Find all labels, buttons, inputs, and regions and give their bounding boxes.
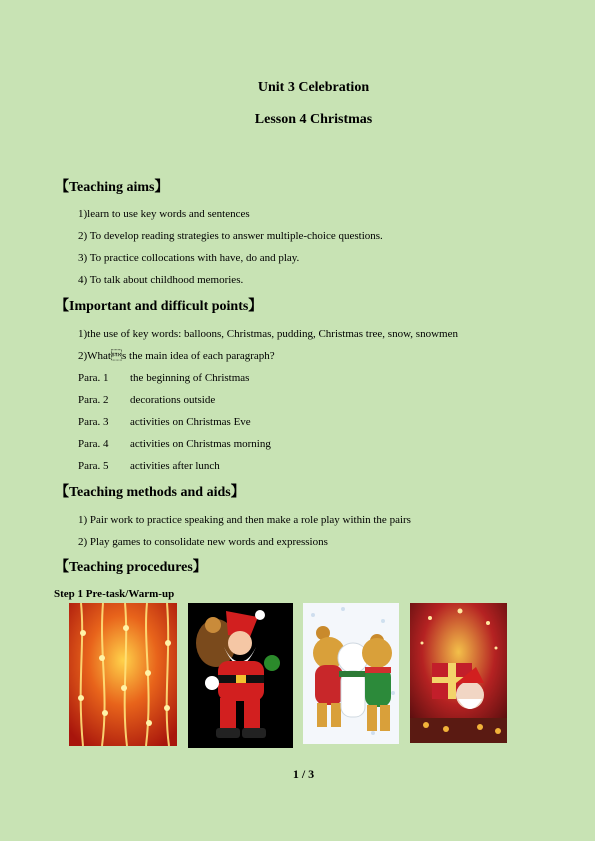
aim-item: 3) To practice collocations with have, do and play. bbox=[78, 252, 300, 264]
point-item: 2)Whats the main idea of each paragraph? bbox=[78, 350, 275, 362]
para-row bbox=[78, 438, 271, 450]
para-row bbox=[78, 394, 215, 406]
para-label: Para. 5 bbox=[78, 460, 109, 472]
aim-item: 2) To develop reading strategies to answer multiple-choice questions. bbox=[78, 230, 383, 242]
santa-gift-image bbox=[410, 603, 507, 743]
para-row bbox=[78, 416, 251, 428]
heading-teaching-procedures: 【Teaching procedures】 bbox=[55, 560, 207, 575]
aim-item: 4) To talk about childhood memories. bbox=[78, 274, 244, 286]
para-label: Para. 1 bbox=[78, 372, 109, 384]
step-heading: Step 1 Pre-task/Warm-up bbox=[54, 588, 175, 600]
document-title: Unit 3 Celebration bbox=[257, 80, 370, 95]
santa-claus-image bbox=[188, 603, 293, 748]
para-row bbox=[78, 460, 220, 472]
para-row bbox=[78, 372, 249, 384]
document-subtitle: Lesson 4 Christmas bbox=[254, 112, 373, 127]
teddy-bears-image bbox=[303, 603, 399, 744]
para-text: activities after lunch bbox=[130, 460, 220, 472]
para-label: Para. 4 bbox=[78, 438, 109, 450]
christmas-lights-image bbox=[69, 603, 177, 746]
page-number: 1 / 3 bbox=[292, 767, 315, 781]
para-text: activities on Christmas Eve bbox=[130, 416, 251, 428]
para-text: the beginning of Christmas bbox=[130, 372, 250, 384]
method-item: 2) Play games to consolidate new words and expressions bbox=[78, 536, 328, 548]
para-text: activities on Christmas morning bbox=[130, 438, 271, 450]
method-item: 1) Pair work to practice speaking and then make a role play within the pairs bbox=[78, 514, 411, 526]
para-label: Para. 3 bbox=[78, 416, 109, 428]
para-label: Para. 2 bbox=[78, 394, 109, 406]
point-item: 1)the use of key words: balloons, Christmas, pudding, Christmas tree, snow, snowmen bbox=[78, 328, 458, 340]
para-text: decorations outside bbox=[130, 394, 216, 406]
heading-teaching-methods: 【Teaching methods and aids】 bbox=[55, 485, 245, 500]
heading-important-points: 【Important and difficult points】 bbox=[55, 299, 263, 314]
heading-teaching-aims: 【Teaching aims】 bbox=[55, 180, 169, 195]
aim-item: 1)learn to use key words and sentences bbox=[78, 208, 250, 220]
